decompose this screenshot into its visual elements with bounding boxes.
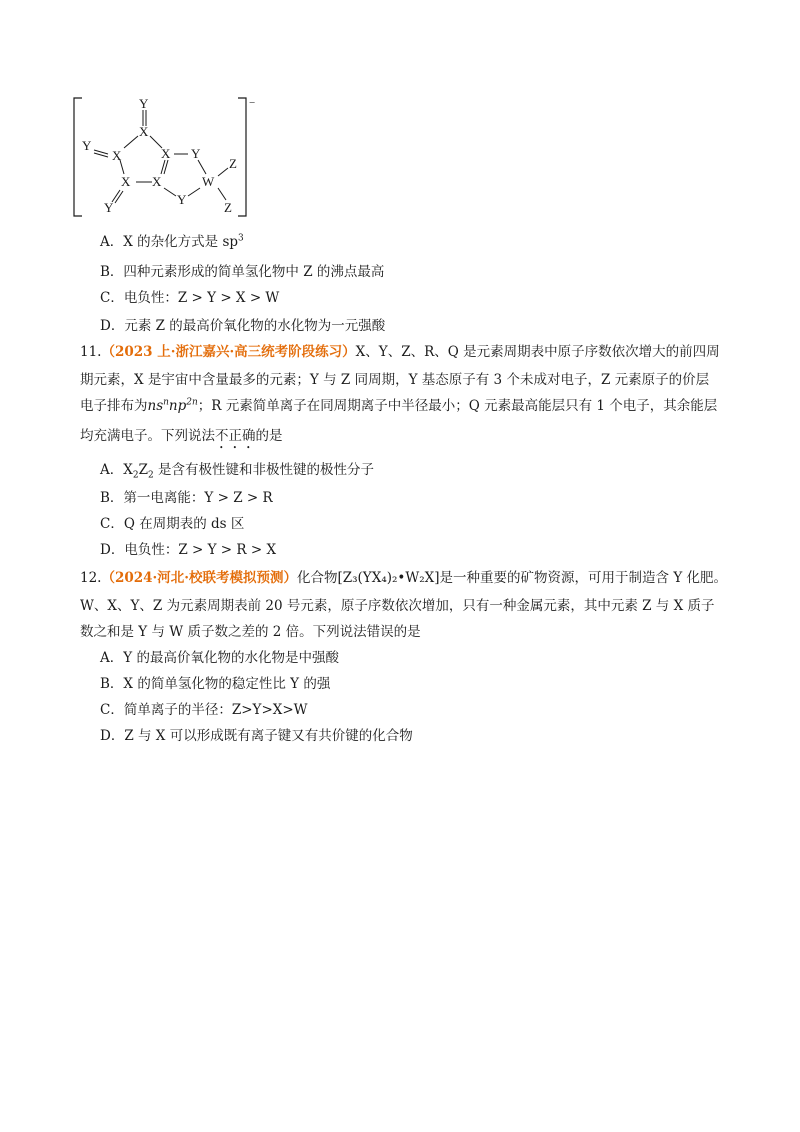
atom-x-left: X xyxy=(112,148,122,163)
charge-sign: − xyxy=(249,97,256,109)
right-bracket xyxy=(238,98,246,216)
q10-option-d: D．元素 Z 的最高价氧化物的水化物为一元强酸 xyxy=(100,318,386,334)
q10-option-a: A．X 的杂化方式是 $sp^3$ xyxy=(100,233,244,250)
atom-y-mid: Y xyxy=(191,146,201,161)
q12-option-b: B．X 的简单氢化物的稳定性比 Y 的强 xyxy=(100,676,331,692)
atom-y-bottom-left: Y xyxy=(104,200,114,215)
atom-x-lowmid: X xyxy=(152,174,162,189)
emphasis-not-correct: 不正确 xyxy=(215,428,256,444)
atom-z-lower: Z xyxy=(224,200,232,215)
q12-number: 12. xyxy=(80,570,102,586)
q12-option-d: D．Z 与 X 可以形成既有离子键又有共价键的化合物 xyxy=(100,728,413,744)
q11-number: 11. xyxy=(80,344,102,360)
q12-source: （2024·河北·校联考模拟预测） xyxy=(101,570,297,586)
left-bracket xyxy=(74,98,82,216)
electron-config: $ns^nnp^{2n}$ xyxy=(147,397,198,414)
q11-option-d: D．电负性：Z > Y > R > X xyxy=(100,542,277,558)
bond xyxy=(198,160,206,174)
q11-source: （2023 上·浙江嘉兴·高三统考阶段练习） xyxy=(101,344,356,360)
q10-option-c: C．电负性：Z > Y > X > W xyxy=(100,290,280,306)
q12-compound: 化合物[Z₃(YX₄)₂•W₂X] xyxy=(296,570,440,586)
q11-option-b: B．第一电离能：Y > Z > R xyxy=(100,490,273,506)
bond xyxy=(188,188,200,196)
q12-option-a: A．Y 的最高价氧化物的水化物是中强酸 xyxy=(100,650,339,666)
q12-stem-line-2: W、X、Y、Z 为元素周期表前 20 号元素，原子序数依次增加，只有一种金属元素，其中元素 Z 与 X 质子 xyxy=(80,598,715,614)
bond xyxy=(164,188,176,196)
atom-w: W xyxy=(202,174,215,189)
q11-stem-line-3: 电子排布为$ns^nnp^{2n}$；R 元素简单离子在同周期离子中半径最小；Q 元素最高能层只有 1 个电子，其余能层 xyxy=(80,397,718,414)
q12-stem-line-1: 12.（2024·河北·校联考模拟预测）化合物[Z₃(YX₄)₂•W₂X]是一种重要的矿物资源，可用于制造含 Y 化肥。 xyxy=(80,570,728,586)
atom-x-right: X xyxy=(161,146,171,161)
atom-x-lowleft: X xyxy=(121,174,131,189)
q11-option-a: A．$X_2Z_2$ 是含有极性键和非极性键的极性分子 xyxy=(100,462,375,481)
bond xyxy=(115,191,123,203)
q10-option-b: B．四种元素形成的简单氢化物中 Z 的沸点最高 xyxy=(100,264,385,280)
atom-y-top: Y xyxy=(139,96,149,111)
q12-option-c: C．简单离子的半径：Z>Y>X>W xyxy=(100,702,308,718)
anion-structure-diagram xyxy=(72,96,272,220)
q11-stem-line-2: 期元素，X 是宇宙中含量最多的元素；Y 与 Z 同周期，Y 基态原子有 3 个未成对电子，Z 元素原子的价层 xyxy=(80,372,710,388)
bond xyxy=(218,188,226,200)
atom-z-upper: Z xyxy=(229,156,237,171)
bond xyxy=(124,136,138,148)
atom-x-top: X xyxy=(139,124,149,139)
bond xyxy=(218,168,228,176)
atom-y-left: Y xyxy=(82,138,92,153)
q11-stem-line-1: 11.（2023 上·浙江嘉兴·高三统考阶段练习）X、Y、Z、R、Q 是元素周期表中原子序数依次增大的前四周 xyxy=(80,344,720,360)
q12-stem-line-3: 数之和是 Y 与 W 质子数之差的 2 倍。下列说法错误的是 xyxy=(80,624,421,640)
q11-stem-line-4: 均充满电子。下列说法不正确的是 xyxy=(80,428,283,444)
atom-y-bottom: Y xyxy=(177,192,187,207)
q11-option-c: C．Q 在周期表的 ds 区 xyxy=(100,516,245,532)
